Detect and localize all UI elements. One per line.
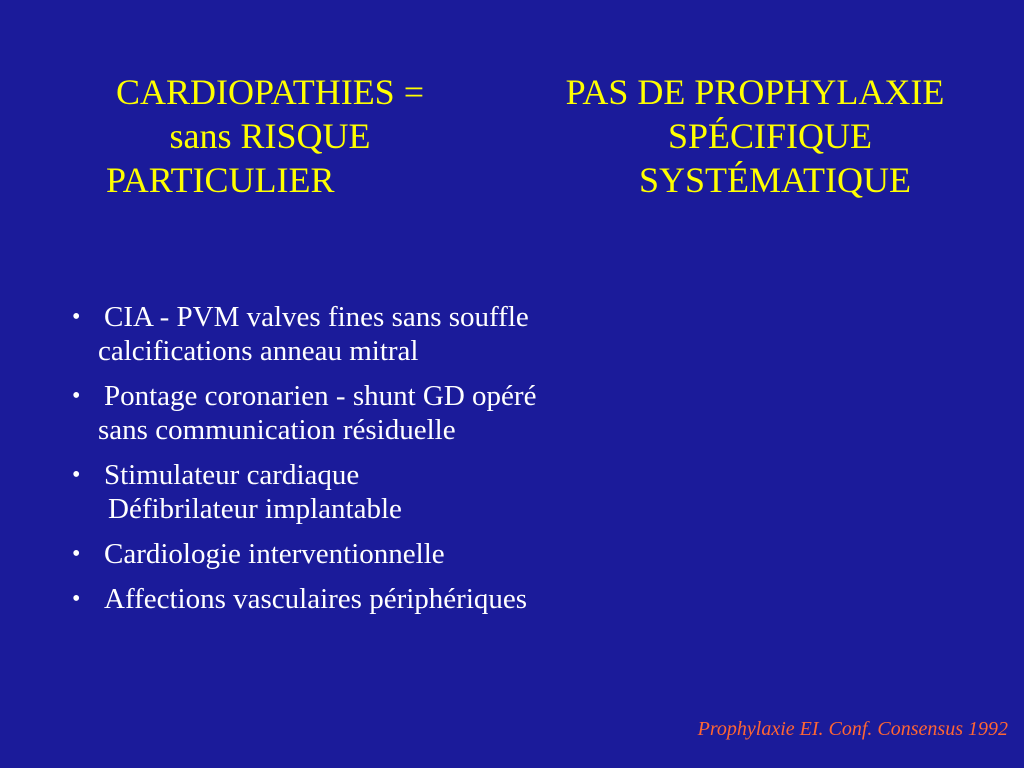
bullet-text: CIA - PVM valves fines sans souffle xyxy=(104,301,529,333)
title-left-line-1: CARDIOPATHIES = xyxy=(115,72,425,112)
title-left-line-3: PARTICULIER xyxy=(106,160,335,200)
bullet-dot: • xyxy=(72,586,81,612)
bullet-subtext: sans communication résiduelle xyxy=(98,414,456,446)
title-right xyxy=(500,70,980,202)
bullet-item xyxy=(72,582,932,616)
bullet-dot: • xyxy=(72,304,81,330)
title-left xyxy=(70,70,470,202)
title-right-line-2: SPÉCIFIQUE xyxy=(667,116,873,156)
bullet-list xyxy=(72,300,932,627)
bullet-dot: • xyxy=(72,383,81,409)
bullet-text: Affections vasculaires périphériques xyxy=(104,583,528,615)
bullet-text: Pontage coronarien - shunt GD opéré xyxy=(104,380,537,412)
bullet-text: Cardiologie interventionnelle xyxy=(104,538,445,570)
title-left-line-2: sans RISQUE xyxy=(169,116,371,156)
bullet-item xyxy=(72,379,932,447)
bullet-item xyxy=(72,537,932,571)
bullet-item xyxy=(72,300,932,368)
bullet-dot: • xyxy=(72,462,81,488)
bullet-item xyxy=(72,458,932,526)
bullet-subtext: calcifications anneau mitral xyxy=(98,335,419,367)
title-right-line-1: PAS DE PROPHYLAXIE xyxy=(565,72,945,112)
bullet-text: Stimulateur cardiaque xyxy=(104,459,360,491)
title-right-line-3: SYSTÉMATIQUE xyxy=(638,160,911,200)
bullet-subtext: Défibrilateur implantable xyxy=(108,493,402,525)
citation: Prophylaxie EI. Conf. Consensus 1992 xyxy=(697,718,1008,740)
bullet-dot: • xyxy=(72,541,81,567)
